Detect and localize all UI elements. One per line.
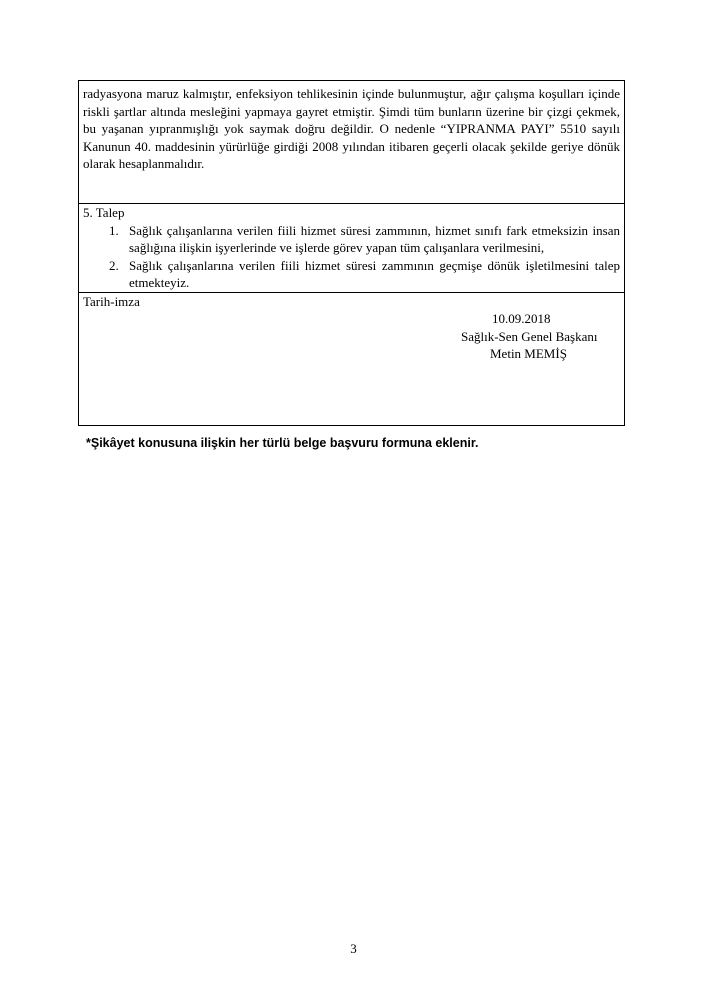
application-form-table [78,80,625,426]
talep-item-text: Sağlık çalışanlarına verilen fiili hizmet süresi zammının, hizmet sınıfı fark etmeksizin insan sağlığına ilişkin işyerlerinde ve işlerde görev yapan tüm çalışanlara verilmesini, [129,222,620,255]
signature-title: Sağlık-Sen Genel Başkanı [461,328,598,344]
talep-item-number: 1. [109,222,119,238]
talep-cell [79,204,625,293]
talep-list-item [83,222,620,257]
talep-list [83,222,620,292]
complaint-paragraph: radyasyona maruz kalmıştır, enfeksiyon tehlikesinin içinde bulunmuştur, ağır çalışma koşulları içinde riskli şartlar altında mesleğini yapmaya gayret etmiştir. Şimdi tüm bunların üzerine bir çizgi çekmek, bu yaşanan yıpranmışlığı yok saymak doğru değildir. O nedenle “YIPRANMA PAYI” 5510 sayılı Kanunun 40. maddesinin yürürlüğe girdiği 2008 yılından itibaren geçerli olacak şekilde geriye dönük olarak hesaplanmalıdır. [83,86,620,171]
signature-cell [79,292,625,425]
talep-row [79,204,625,293]
talep-list-item [83,257,620,292]
signature-block [461,310,620,363]
talep-item-text: Sağlık çalışanlarına verilen fiili hizmet süresi zammının geçmişe dönük işletilmesini talep etmekteyiz. [129,257,620,290]
page-number: 3 [350,941,357,956]
talep-section-title: 5. Talep [83,205,125,220]
footnote: *Şikâyet konusuna ilişkin her türlü belge başvuru formuna eklenir. [86,436,479,450]
complaint-continuation-cell [79,81,625,204]
talep-item-number: 2. [109,257,119,273]
complaint-continuation-row [79,81,625,204]
signature-label: Tarih-imza [83,293,140,309]
signature-row [79,292,625,425]
signature-name: Metin MEMİŞ [490,346,567,361]
signature-date: 10.09.2018 [492,311,551,326]
